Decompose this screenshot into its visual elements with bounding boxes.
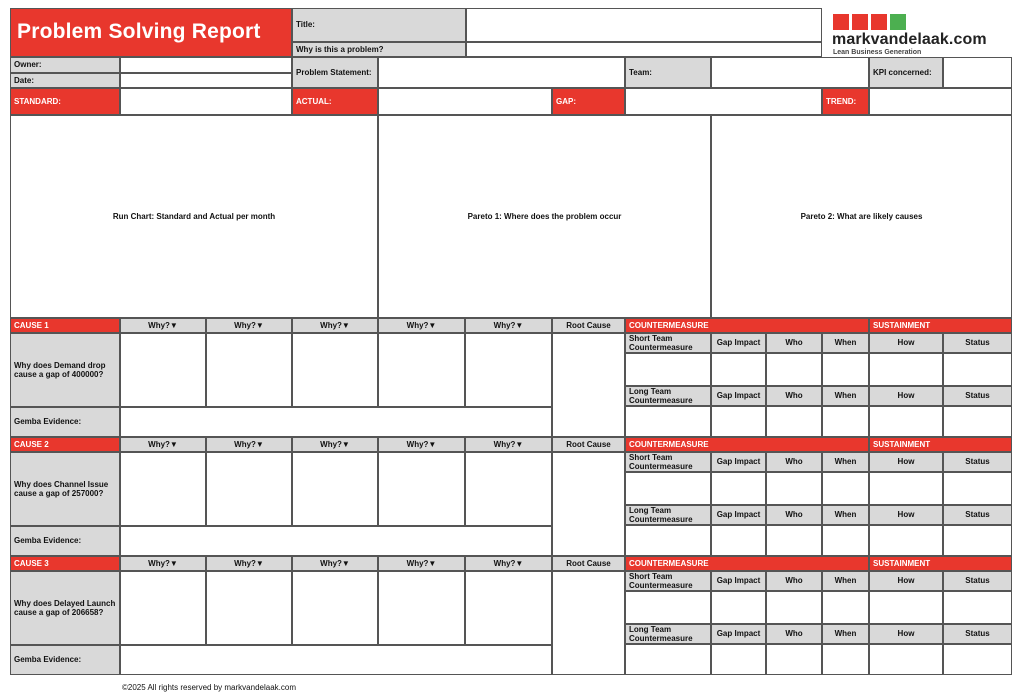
cause-2-short-countermeasure-field[interactable] — [625, 472, 711, 505]
kpi-label: KPI concerned: — [869, 57, 943, 88]
cause-1-why-2-field[interactable] — [206, 333, 292, 407]
run-chart-area[interactable] — [10, 115, 378, 318]
pareto-2-title: Pareto 2: What are likely causes — [800, 211, 923, 221]
cause-3-long-how-field[interactable] — [869, 644, 943, 675]
cause-2-why-5-field[interactable] — [465, 452, 552, 526]
cause-1-long-gap-impact-field[interactable] — [711, 406, 766, 437]
cause-1-why-5-header[interactable]: Why?▼ — [465, 318, 552, 333]
cause-3-why-3-field[interactable] — [292, 571, 378, 645]
date-field[interactable] — [120, 73, 292, 88]
cause-1-sustainment-header: SUSTAINMENT — [869, 318, 1012, 333]
cause-3-short-when-field[interactable] — [822, 591, 869, 624]
logo-square-1 — [833, 14, 849, 30]
cause-1-long-who-header: Who — [766, 386, 822, 406]
cause-1-gemba-label: Gemba Evidence: — [10, 407, 120, 437]
cause-2-why-5-header[interactable]: Why?▼ — [465, 437, 552, 452]
logo-square-3 — [871, 14, 887, 30]
cause-3-long-countermeasure-field[interactable] — [625, 644, 711, 675]
cause-3-why-2-header[interactable]: Why?▼ — [206, 556, 292, 571]
cause-1-long-how-field[interactable] — [869, 406, 943, 437]
cause-2-short-who-header: Who — [766, 452, 822, 472]
cause-3-question: Why does Delayed Launch cause a gap of 206658? — [10, 571, 120, 645]
actual-label: ACTUAL: — [292, 88, 378, 115]
cause-2-long-when-field[interactable] — [822, 525, 869, 556]
date-label: Date: — [10, 73, 120, 88]
cause-3-why-4-field[interactable] — [378, 571, 465, 645]
cause-3-long-who-field[interactable] — [766, 644, 822, 675]
cause-1-why-4-field[interactable] — [378, 333, 465, 407]
cause-1-why-5-field[interactable] — [465, 333, 552, 407]
cause-3-long-gap-impact-header: Gap Impact — [711, 624, 766, 644]
cause-2-why-2-header[interactable]: Why?▼ — [206, 437, 292, 452]
cause-3-why-1-field[interactable] — [120, 571, 206, 645]
why-problem-label: Why is this a problem? — [292, 42, 466, 57]
cause-2-root-cause-header: Root Cause — [552, 437, 625, 452]
cause-3-short-status-field[interactable] — [943, 591, 1012, 624]
cause-2-why-3-header[interactable]: Why?▼ — [292, 437, 378, 452]
cause-3-long-when-header: When — [822, 624, 869, 644]
cause-1-long-countermeasure-field[interactable] — [625, 406, 711, 437]
cause-2-long-gap-impact-header: Gap Impact — [711, 505, 766, 525]
title-field[interactable] — [466, 8, 822, 42]
cause-1-long-when-header: When — [822, 386, 869, 406]
run-chart-title: Run Chart: Standard and Actual per month — [112, 211, 276, 221]
cause-1-short-how-field[interactable] — [869, 353, 943, 386]
cause-3-gemba-label: Gemba Evidence: — [10, 645, 120, 675]
pareto-1-area[interactable] — [378, 115, 711, 318]
why-problem-field[interactable] — [466, 42, 822, 57]
cause-3-short-status-header: Status — [943, 571, 1012, 591]
cause-1-short-status-header: Status — [943, 333, 1012, 353]
cause-1-long-when-field[interactable] — [822, 406, 869, 437]
standard-label: STANDARD: — [10, 88, 120, 115]
cause-2-why-2-field[interactable] — [206, 452, 292, 526]
cause-2-short-gap-impact-header: Gap Impact — [711, 452, 766, 472]
cause-2-why-4-header[interactable]: Why?▼ — [378, 437, 465, 452]
pareto-1-title: Pareto 1: Where does the problem occur — [467, 211, 622, 221]
cause-3-long-gap-impact-field[interactable] — [711, 644, 766, 675]
cause-3-why-5-header[interactable]: Why?▼ — [465, 556, 552, 571]
cause-2-why-1-field[interactable] — [120, 452, 206, 526]
cause-1-long-status-header: Status — [943, 386, 1012, 406]
cause-3-why-1-header[interactable]: Why?▼ — [120, 556, 206, 571]
cause-2-short-status-header: Status — [943, 452, 1012, 472]
cause-3-long-status-header: Status — [943, 624, 1012, 644]
logo — [832, 14, 1012, 54]
cause-2-long-who-header: Who — [766, 505, 822, 525]
logo-tagline: Lean Business Generation — [833, 49, 922, 56]
owner-label: Owner: — [10, 57, 120, 73]
cause-1-root-cause-field[interactable] — [552, 333, 625, 437]
cause-3-sustainment-header: SUSTAINMENT — [869, 556, 1012, 571]
logo-name: markvandelaak.com — [832, 31, 987, 48]
cause-3-short-who-field[interactable] — [766, 591, 822, 624]
cause-1-short-when-header: When — [822, 333, 869, 353]
cause-2-short-when-field[interactable] — [822, 472, 869, 505]
cause-2-why-1-header[interactable]: Why?▼ — [120, 437, 206, 452]
cause-1-long-gap-impact-header: Gap Impact — [711, 386, 766, 406]
cause-2-short-how-field[interactable] — [869, 472, 943, 505]
owner-field[interactable] — [120, 57, 292, 73]
title-label: Title: — [292, 8, 466, 42]
cause-1-question: Why does Demand drop cause a gap of 400000? — [10, 333, 120, 407]
cause-1-short-how-header: How — [869, 333, 943, 353]
cause-1-long-who-field[interactable] — [766, 406, 822, 437]
cause-3-long-who-header: Who — [766, 624, 822, 644]
trend-field[interactable] — [869, 88, 1012, 115]
cause-3-why-5-field[interactable] — [465, 571, 552, 645]
standard-field[interactable] — [120, 88, 292, 115]
cause-3-short-countermeasure-field[interactable] — [625, 591, 711, 624]
cause-1-short-gap-impact-header: Gap Impact — [711, 333, 766, 353]
cause-1-why-1-header[interactable]: Why?▼ — [120, 318, 206, 333]
cause-1-short-status-field[interactable] — [943, 353, 1012, 386]
cause-2-long-who-field[interactable] — [766, 525, 822, 556]
cause-3-countermeasure-header: COUNTERMEASURE — [625, 556, 869, 571]
cause-1-short-gap-impact-field[interactable] — [711, 353, 766, 386]
gap-field[interactable] — [625, 88, 822, 115]
trend-label: TREND: — [822, 88, 869, 115]
cause-1-long-how-header: How — [869, 386, 943, 406]
cause-2-short-how-header: How — [869, 452, 943, 472]
problem-statement-field[interactable] — [378, 57, 625, 88]
cause-3-gemba-field[interactable] — [120, 645, 552, 675]
cause-3-short-how-header: How — [869, 571, 943, 591]
cause-2-why-3-field[interactable] — [292, 452, 378, 526]
problem-statement-label: Problem Statement: — [292, 57, 378, 88]
cause-3-long-status-field[interactable] — [943, 644, 1012, 675]
cause-3-short-gap-impact-field[interactable] — [711, 591, 766, 624]
cause-1-short-who-field[interactable] — [766, 353, 822, 386]
cause-2-long-when-header: When — [822, 505, 869, 525]
cause-2-question: Why does Channel Issue cause a gap of 257000? — [10, 452, 120, 526]
cause-3-long-team-label: Long Team Countermeasure — [625, 624, 711, 644]
cause-3-why-4-header[interactable]: Why?▼ — [378, 556, 465, 571]
cause-2-gemba-field[interactable] — [120, 526, 552, 556]
cause-1-why-3-field[interactable] — [292, 333, 378, 407]
kpi-field[interactable] — [943, 57, 1012, 88]
pareto-2-area[interactable] — [711, 115, 1012, 318]
cause-2-short-team-label: Short Team Countermeasure — [625, 452, 711, 472]
cause-2-gemba-label: Gemba Evidence: — [10, 526, 120, 556]
cause-3-long-when-field[interactable] — [822, 644, 869, 675]
cause-2-long-team-label: Long Team Countermeasure — [625, 505, 711, 525]
cause-3-short-when-header: When — [822, 571, 869, 591]
cause-1-countermeasure-header: COUNTERMEASURE — [625, 318, 869, 333]
cause-2-short-when-header: When — [822, 452, 869, 472]
cause-1-why-2-header[interactable]: Why?▼ — [206, 318, 292, 333]
report-title-text: Problem Solving Report — [17, 20, 261, 44]
team-field[interactable] — [711, 57, 869, 88]
cause-3-short-who-header: Who — [766, 571, 822, 591]
report-title — [10, 8, 292, 57]
logo-square-2 — [852, 14, 868, 30]
cause-2-short-who-field[interactable] — [766, 472, 822, 505]
cause-2-sustainment-header: SUSTAINMENT — [869, 437, 1012, 452]
cause-3-short-team-label: Short Team Countermeasure — [625, 571, 711, 591]
cause-2-label: CAUSE 2 — [10, 437, 120, 452]
cause-1-why-3-header[interactable]: Why?▼ — [292, 318, 378, 333]
cause-2-short-gap-impact-field[interactable] — [711, 472, 766, 505]
cause-1-short-who-header: Who — [766, 333, 822, 353]
gap-label: GAP: — [552, 88, 625, 115]
cause-3-why-2-field[interactable] — [206, 571, 292, 645]
cause-3-root-cause-field[interactable] — [552, 571, 625, 675]
cause-3-long-how-header: How — [869, 624, 943, 644]
actual-field[interactable] — [378, 88, 552, 115]
cause-3-short-gap-impact-header: Gap Impact — [711, 571, 766, 591]
cause-2-root-cause-field[interactable] — [552, 452, 625, 556]
cause-2-why-4-field[interactable] — [378, 452, 465, 526]
cause-2-long-countermeasure-field[interactable] — [625, 525, 711, 556]
cause-2-long-how-header: How — [869, 505, 943, 525]
team-label: Team: — [625, 57, 711, 88]
cause-2-countermeasure-header: COUNTERMEASURE — [625, 437, 869, 452]
cause-1-short-when-field[interactable] — [822, 353, 869, 386]
cause-2-short-status-field[interactable] — [943, 472, 1012, 505]
cause-1-why-4-header[interactable]: Why?▼ — [378, 318, 465, 333]
cause-1-label: CAUSE 1 — [10, 318, 120, 333]
cause-1-short-countermeasure-field[interactable] — [625, 353, 711, 386]
cause-2-long-status-header: Status — [943, 505, 1012, 525]
cause-2-long-how-field[interactable] — [869, 525, 943, 556]
cause-1-short-team-label: Short Team Countermeasure — [625, 333, 711, 353]
cause-3-label: CAUSE 3 — [10, 556, 120, 571]
cause-1-gemba-field[interactable] — [120, 407, 552, 437]
cause-3-why-3-header[interactable]: Why?▼ — [292, 556, 378, 571]
cause-2-long-status-field[interactable] — [943, 525, 1012, 556]
cause-3-short-how-field[interactable] — [869, 591, 943, 624]
cause-1-root-cause-header: Root Cause — [552, 318, 625, 333]
cause-1-why-1-field[interactable] — [120, 333, 206, 407]
logo-square-4 — [890, 14, 906, 30]
footer-copyright: ©2025 All rights reserved by markvandelaak.com — [122, 683, 296, 692]
cause-3-root-cause-header: Root Cause — [552, 556, 625, 571]
cause-2-long-gap-impact-field[interactable] — [711, 525, 766, 556]
cause-1-long-status-field[interactable] — [943, 406, 1012, 437]
cause-1-long-team-label: Long Team Countermeasure — [625, 386, 711, 406]
